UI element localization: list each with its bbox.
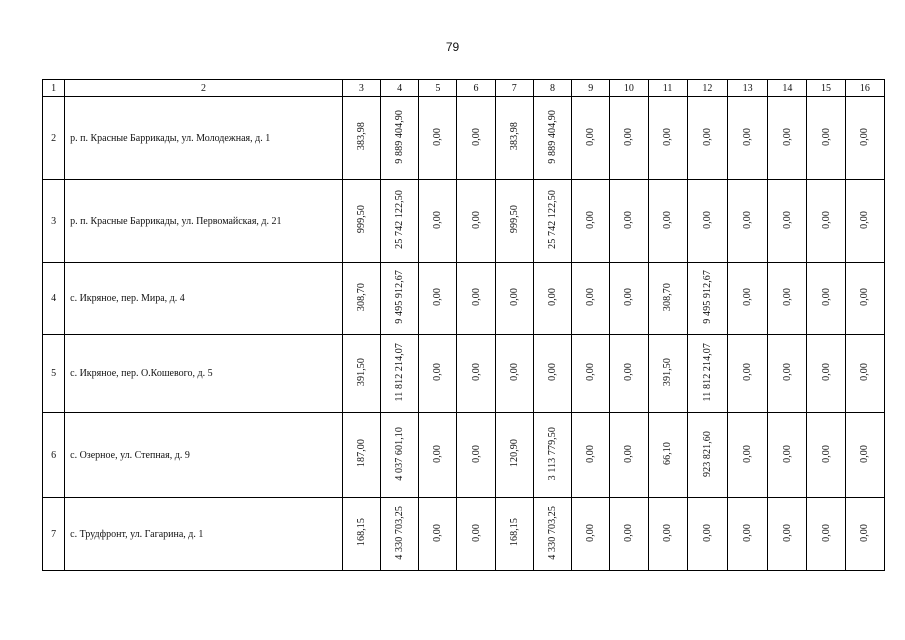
address-cell: с. Икряное, пер. Мира, д. 4 <box>65 263 343 335</box>
value-cell: 0,00 <box>572 180 610 263</box>
value-cell: 66,10 <box>648 413 687 498</box>
value-cell: 0,00 <box>572 413 610 498</box>
value-cell: 0,00 <box>610 413 648 498</box>
value-cell: 0,00 <box>727 335 767 413</box>
value-cell: 923 821,60 <box>687 413 727 498</box>
value-cell: 0,00 <box>768 97 807 180</box>
value-cell: 0,00 <box>533 335 571 413</box>
value-cell: 308,70 <box>648 263 687 335</box>
value-cell: 0,00 <box>457 97 495 180</box>
value-cell: 999,50 <box>495 180 533 263</box>
value-cell: 0,00 <box>495 335 533 413</box>
value-cell: 25 742 122,50 <box>533 180 571 263</box>
value-cell: 0,00 <box>768 263 807 335</box>
value-cell: 0,00 <box>610 335 648 413</box>
value-cell: 0,00 <box>648 180 687 263</box>
value-cell: 9 889 404,90 <box>533 97 571 180</box>
column-header: 4 <box>380 80 418 97</box>
column-header: 12 <box>687 80 727 97</box>
value-cell: 0,00 <box>419 180 457 263</box>
value-cell: 0,00 <box>845 413 884 498</box>
value-cell: 0,00 <box>687 97 727 180</box>
table-row <box>43 97 885 180</box>
value-cell: 0,00 <box>572 263 610 335</box>
value-cell: 391,50 <box>342 335 380 413</box>
value-cell: 0,00 <box>807 263 845 335</box>
table-row <box>43 498 885 571</box>
value-cell: 11 812 214,07 <box>380 335 418 413</box>
column-header: 2 <box>65 80 343 97</box>
value-cell: 0,00 <box>845 335 884 413</box>
column-header: 8 <box>533 80 571 97</box>
value-cell: 0,00 <box>727 498 767 571</box>
value-cell: 0,00 <box>457 263 495 335</box>
row-number: 2 <box>43 97 65 180</box>
value-cell: 0,00 <box>807 498 845 571</box>
row-number: 4 <box>43 263 65 335</box>
value-cell: 391,50 <box>648 335 687 413</box>
table-row <box>43 413 885 498</box>
value-cell: 308,70 <box>342 263 380 335</box>
header-row <box>43 80 885 97</box>
value-cell: 0,00 <box>610 498 648 571</box>
value-cell: 9 495 912,67 <box>687 263 727 335</box>
value-cell: 4 330 703,25 <box>380 498 418 571</box>
address-cell: с. Озерное, ул. Степная, д. 9 <box>65 413 343 498</box>
value-cell: 3 113 779,50 <box>533 413 571 498</box>
table-row <box>43 263 885 335</box>
column-header: 14 <box>768 80 807 97</box>
value-cell: 0,00 <box>457 180 495 263</box>
value-cell: 0,00 <box>807 335 845 413</box>
value-cell: 0,00 <box>768 180 807 263</box>
data-table <box>42 79 885 571</box>
column-header: 11 <box>648 80 687 97</box>
value-cell: 0,00 <box>419 335 457 413</box>
value-cell: 168,15 <box>342 498 380 571</box>
column-header: 16 <box>845 80 884 97</box>
value-cell: 120,90 <box>495 413 533 498</box>
column-header: 9 <box>572 80 610 97</box>
address-cell: р. п. Красные Баррикады, ул. Молодежная, д. 1 <box>65 97 343 180</box>
value-cell: 0,00 <box>419 498 457 571</box>
value-cell: 25 742 122,50 <box>380 180 418 263</box>
column-header: 6 <box>457 80 495 97</box>
value-cell: 999,50 <box>342 180 380 263</box>
value-cell: 0,00 <box>807 180 845 263</box>
value-cell: 0,00 <box>727 263 767 335</box>
value-cell: 187,00 <box>342 413 380 498</box>
value-cell: 0,00 <box>419 263 457 335</box>
value-cell: 0,00 <box>495 263 533 335</box>
value-cell: 0,00 <box>727 413 767 498</box>
row-number: 7 <box>43 498 65 571</box>
value-cell: 4 330 703,25 <box>533 498 571 571</box>
value-cell: 0,00 <box>610 263 648 335</box>
value-cell: 0,00 <box>768 335 807 413</box>
value-cell: 0,00 <box>845 180 884 263</box>
value-cell: 0,00 <box>687 180 727 263</box>
value-cell: 0,00 <box>768 413 807 498</box>
value-cell: 0,00 <box>533 263 571 335</box>
value-cell: 383,98 <box>342 97 380 180</box>
column-header: 13 <box>727 80 767 97</box>
value-cell: 0,00 <box>845 498 884 571</box>
value-cell: 0,00 <box>572 498 610 571</box>
address-cell: с. Икряное, пер. О.Кошевого, д. 5 <box>65 335 343 413</box>
value-cell: 0,00 <box>845 263 884 335</box>
address-cell: с. Трудфронт, ул. Гагарина, д. 1 <box>65 498 343 571</box>
address-cell: р. п. Красные Баррикады, ул. Первомайская, д. 21 <box>65 180 343 263</box>
value-cell: 0,00 <box>687 498 727 571</box>
row-number: 5 <box>43 335 65 413</box>
value-cell: 9 889 404,90 <box>380 97 418 180</box>
column-header: 7 <box>495 80 533 97</box>
value-cell: 383,98 <box>495 97 533 180</box>
value-cell: 0,00 <box>419 413 457 498</box>
column-header: 3 <box>342 80 380 97</box>
value-cell: 11 812 214,07 <box>687 335 727 413</box>
value-cell: 0,00 <box>807 97 845 180</box>
value-cell: 0,00 <box>845 97 884 180</box>
value-cell: 0,00 <box>419 97 457 180</box>
value-cell: 0,00 <box>648 498 687 571</box>
column-header: 1 <box>43 80 65 97</box>
value-cell: 0,00 <box>807 413 845 498</box>
value-cell: 0,00 <box>610 97 648 180</box>
value-cell: 0,00 <box>727 97 767 180</box>
value-cell: 0,00 <box>457 498 495 571</box>
value-cell: 4 037 601,10 <box>380 413 418 498</box>
value-cell: 0,00 <box>648 97 687 180</box>
value-cell: 0,00 <box>572 97 610 180</box>
value-cell: 0,00 <box>457 335 495 413</box>
value-cell: 0,00 <box>572 335 610 413</box>
table-row <box>43 180 885 263</box>
value-cell: 168,15 <box>495 498 533 571</box>
table-row <box>43 335 885 413</box>
value-cell: 0,00 <box>610 180 648 263</box>
column-header: 10 <box>610 80 648 97</box>
value-cell: 9 495 912,67 <box>380 263 418 335</box>
row-number: 3 <box>43 180 65 263</box>
column-header: 5 <box>419 80 457 97</box>
column-header: 15 <box>807 80 845 97</box>
value-cell: 0,00 <box>768 498 807 571</box>
value-cell: 0,00 <box>457 413 495 498</box>
row-number: 6 <box>43 413 65 498</box>
page-number: 79 <box>445 40 460 54</box>
value-cell: 0,00 <box>727 180 767 263</box>
